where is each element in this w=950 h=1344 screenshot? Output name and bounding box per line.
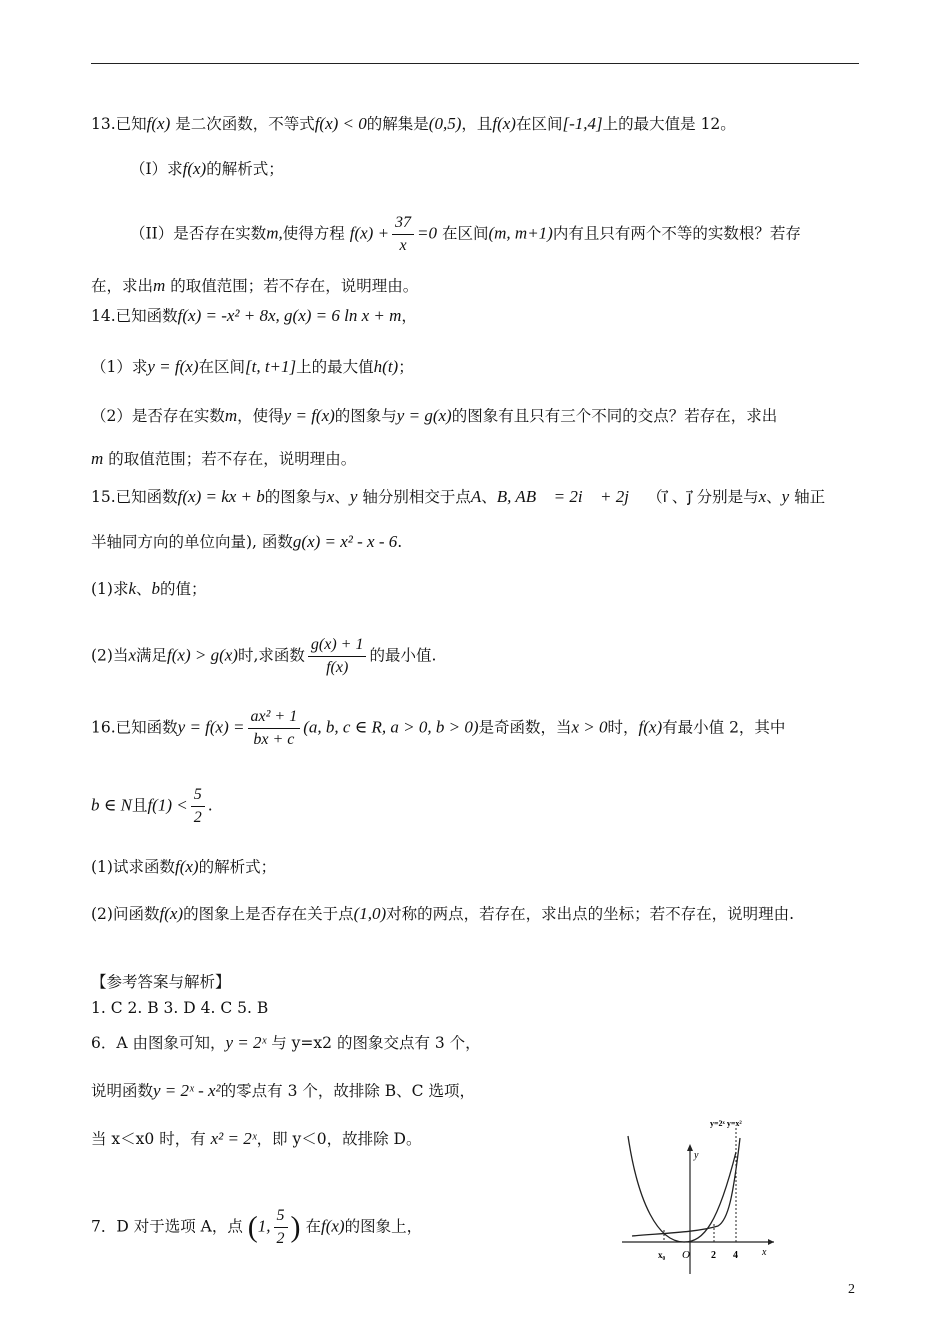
numerator: ax² + 1 (248, 706, 301, 729)
math: b ∈ N (91, 795, 132, 815)
text: 半轴同方向的单位向量), 函数 (91, 533, 293, 551)
text: 的解析式； (198, 858, 277, 876)
math: f(x) (146, 114, 171, 133)
text: 使得方程 (282, 224, 345, 243)
q16-line1 (91, 706, 785, 751)
text: 的最小值. (369, 646, 437, 665)
paren-left: ( (247, 1210, 258, 1244)
text: （2）是否存在实数 (91, 407, 225, 425)
text: ，即 y＜0，故排除 D。 (256, 1130, 422, 1148)
text: 上的最大值是 12。 (602, 115, 736, 133)
denominator: bx + c (253, 731, 295, 748)
math: B (496, 487, 508, 506)
text: . (207, 796, 213, 815)
text: 的解集是 (366, 115, 429, 133)
math: y (781, 487, 790, 506)
curve-labels: y=2ˣ y=x² (710, 1119, 742, 1128)
numerator: 5 (274, 1205, 288, 1228)
text: (2)当 (91, 646, 129, 665)
answer-7-line1 (91, 1205, 422, 1250)
q13-part2 (130, 212, 801, 257)
text: 的零点有 3 个，故排除 B、C 选项， (220, 1082, 475, 1100)
math: (m, m+1) (488, 223, 553, 243)
text: 、 (481, 488, 497, 506)
text: 的解析式； (206, 160, 284, 178)
q16-part2 (91, 903, 794, 925)
text: 14.已知函数 (91, 307, 178, 325)
math: 1, (257, 1216, 271, 1236)
text: (1)求 (91, 580, 129, 598)
math: [t, t+1] (245, 357, 297, 376)
paren-right: ) (290, 1210, 301, 1244)
tick-2: 2 (711, 1250, 716, 1261)
math: (1,0) (353, 904, 387, 923)
text: 与 y=x2 的图象交点有 3 个， (271, 1034, 481, 1052)
text: ； (398, 358, 414, 376)
text: 轴分别相交于点 (362, 488, 471, 506)
text: （1）求 (91, 358, 148, 376)
math: x > 0 (571, 717, 608, 737)
q14-line3 (91, 448, 356, 470)
math: k (128, 579, 137, 598)
tick-origin: O (682, 1249, 690, 1261)
answers-choices: 1. C 2. B 3. D 4. C 5. B (91, 999, 269, 1017)
text: 且 (131, 796, 148, 815)
y-axis-arrow (687, 1144, 693, 1151)
function-graph-figure (618, 1108, 778, 1276)
x-label: x (762, 1247, 767, 1258)
text: 的取值范围；若不存在，说明理由。 (108, 450, 357, 468)
tick-x0: x₀ (658, 1250, 666, 1260)
math: f(x) + (349, 223, 390, 243)
math: f(x) (638, 717, 663, 737)
math: [-1,4] (562, 114, 603, 133)
answer-6-line2 (91, 1080, 475, 1102)
q15-line1 (91, 486, 825, 508)
text: ，使得 (237, 407, 284, 425)
q14-part2 (91, 405, 777, 427)
text: 是二次函数，不等式 (175, 115, 315, 133)
q15-part2 (91, 634, 436, 679)
text: 6．A 由图象可知， (91, 1034, 226, 1052)
text: （i⃗ 、j⃗ 分别是与 (647, 488, 759, 506)
math: f(x) (159, 904, 184, 923)
math: x² = 2ˣ (210, 1129, 257, 1148)
fraction (274, 1205, 288, 1250)
x-axis-arrow (768, 1239, 774, 1245)
math: x (758, 487, 767, 506)
curve-2-power-x (632, 1138, 740, 1236)
text: 时， (607, 718, 639, 737)
math: =0 (417, 223, 438, 243)
math: f(x) = kx + b (177, 487, 265, 506)
answer-6-line1 (91, 1032, 481, 1054)
text: 满足 (136, 646, 168, 665)
text: 13.已知 (91, 115, 147, 133)
math: (a, b, c ∈ R, a > 0, b > 0) (303, 717, 479, 737)
tick-4: 4 (733, 1250, 738, 1261)
text: . (397, 533, 403, 551)
text: 是奇函数，当 (478, 718, 572, 737)
text: 的图象上是否存在关于点 (183, 905, 354, 923)
math: f(x) > g(x) (167, 645, 238, 665)
text: 、 (766, 488, 782, 506)
text: 7．D 对于选项 A，点 (91, 1217, 243, 1236)
math: h(t) (373, 357, 399, 376)
curve-x-squared (628, 1136, 736, 1242)
text: ，且 (461, 115, 493, 133)
math: g(x) = x² - x - 6 (292, 532, 398, 551)
text: ， (401, 307, 417, 325)
math: m (153, 276, 166, 295)
text: (2)问函数 (91, 905, 160, 923)
math: f(x) (174, 857, 199, 876)
text: 有最小值 2，其中 (662, 718, 786, 737)
text: 在区间 (515, 115, 563, 133)
text: 的取值范围；若不存在，说明理由。 (170, 277, 419, 295)
math: x (326, 487, 335, 506)
text: 对称的两点，若存在，求出点的坐标；若不存在，说明理由. (386, 905, 795, 923)
fraction (308, 634, 367, 679)
math: f(x) = -x² + 8x (177, 306, 276, 325)
math: (0,5) (428, 114, 462, 133)
text: 的值； (160, 580, 207, 598)
math: y = 2ˣ (225, 1033, 267, 1052)
math: x (128, 645, 137, 665)
q16-part1 (91, 856, 276, 878)
header-rule (91, 63, 859, 64)
text: 轴正 (794, 488, 826, 506)
q13-line1 (91, 113, 736, 135)
math: y (349, 487, 358, 506)
q13-part1 (130, 158, 284, 180)
q15-line2 (91, 531, 402, 553)
text: (1)试求函数 (91, 858, 175, 876)
math: y = f(x) = (177, 717, 245, 737)
math: f(x) (492, 114, 516, 133)
y-label: y (694, 1150, 699, 1161)
text: 当 x＜x0 时，有 (91, 1130, 206, 1148)
text: 上的最大值 (296, 358, 374, 376)
denominator: f(x) (326, 659, 349, 676)
math: b (151, 579, 161, 598)
math: m, (266, 223, 283, 243)
math: f(x) (182, 159, 207, 178)
math: y = f(x) (283, 406, 335, 425)
math: y = 2ˣ - x² (153, 1081, 221, 1100)
text: 的图象与 (334, 407, 397, 425)
fraction (191, 784, 205, 829)
text: 时,求函数 (237, 646, 305, 665)
math: , AB⃗ = 2i⃗ + 2j⃗ (507, 487, 643, 506)
numerator: 37 (392, 212, 414, 235)
text: 内有且只有两个不等的实数根？若存 (552, 224, 801, 243)
numerator: 5 (191, 784, 205, 807)
fraction (392, 212, 414, 257)
page-number: 2 (848, 1282, 855, 1297)
math: y = g(x) (396, 406, 452, 425)
q14-line1 (91, 305, 417, 327)
denominator: 2 (276, 1230, 285, 1247)
numerator: g(x) + 1 (308, 634, 367, 657)
math: m (224, 406, 238, 425)
q15-part1 (91, 578, 207, 600)
text: （II）是否存在实数 (130, 224, 267, 243)
text: 的图象与 (264, 488, 327, 506)
text: 在 (305, 1217, 321, 1236)
q13-line3 (91, 275, 418, 297)
text: 在，求出 (91, 277, 154, 295)
answer-6-line3 (91, 1128, 421, 1150)
math: , g(x) = 6 ln x + m (275, 306, 402, 325)
text: 在区间 (441, 224, 489, 243)
text: 的图象有且只有三个不同的交点？若存在，求出 (451, 407, 778, 425)
fraction (248, 706, 301, 751)
math: f(x) < 0 (314, 114, 367, 133)
text: 16.已知函数 (91, 718, 178, 737)
q16-line2 (91, 784, 213, 829)
math: y = f(x) (147, 357, 199, 376)
text: 、 (136, 580, 152, 598)
text: 的图象上， (344, 1217, 423, 1236)
denominator: x (399, 237, 407, 254)
q14-part1 (91, 356, 414, 378)
text: （I）求 (130, 160, 183, 178)
math: f(1) < (147, 795, 188, 815)
math: A (470, 487, 482, 506)
math: m (91, 449, 104, 468)
text: 、 (334, 488, 350, 506)
text: 说明函数 (91, 1082, 154, 1100)
text: 在区间 (198, 358, 245, 376)
math: f(x) (320, 1216, 345, 1236)
denominator: 2 (193, 809, 202, 826)
answers-title: 【参考答案与解析】 (91, 973, 231, 991)
text: 15.已知函数 (91, 488, 178, 506)
